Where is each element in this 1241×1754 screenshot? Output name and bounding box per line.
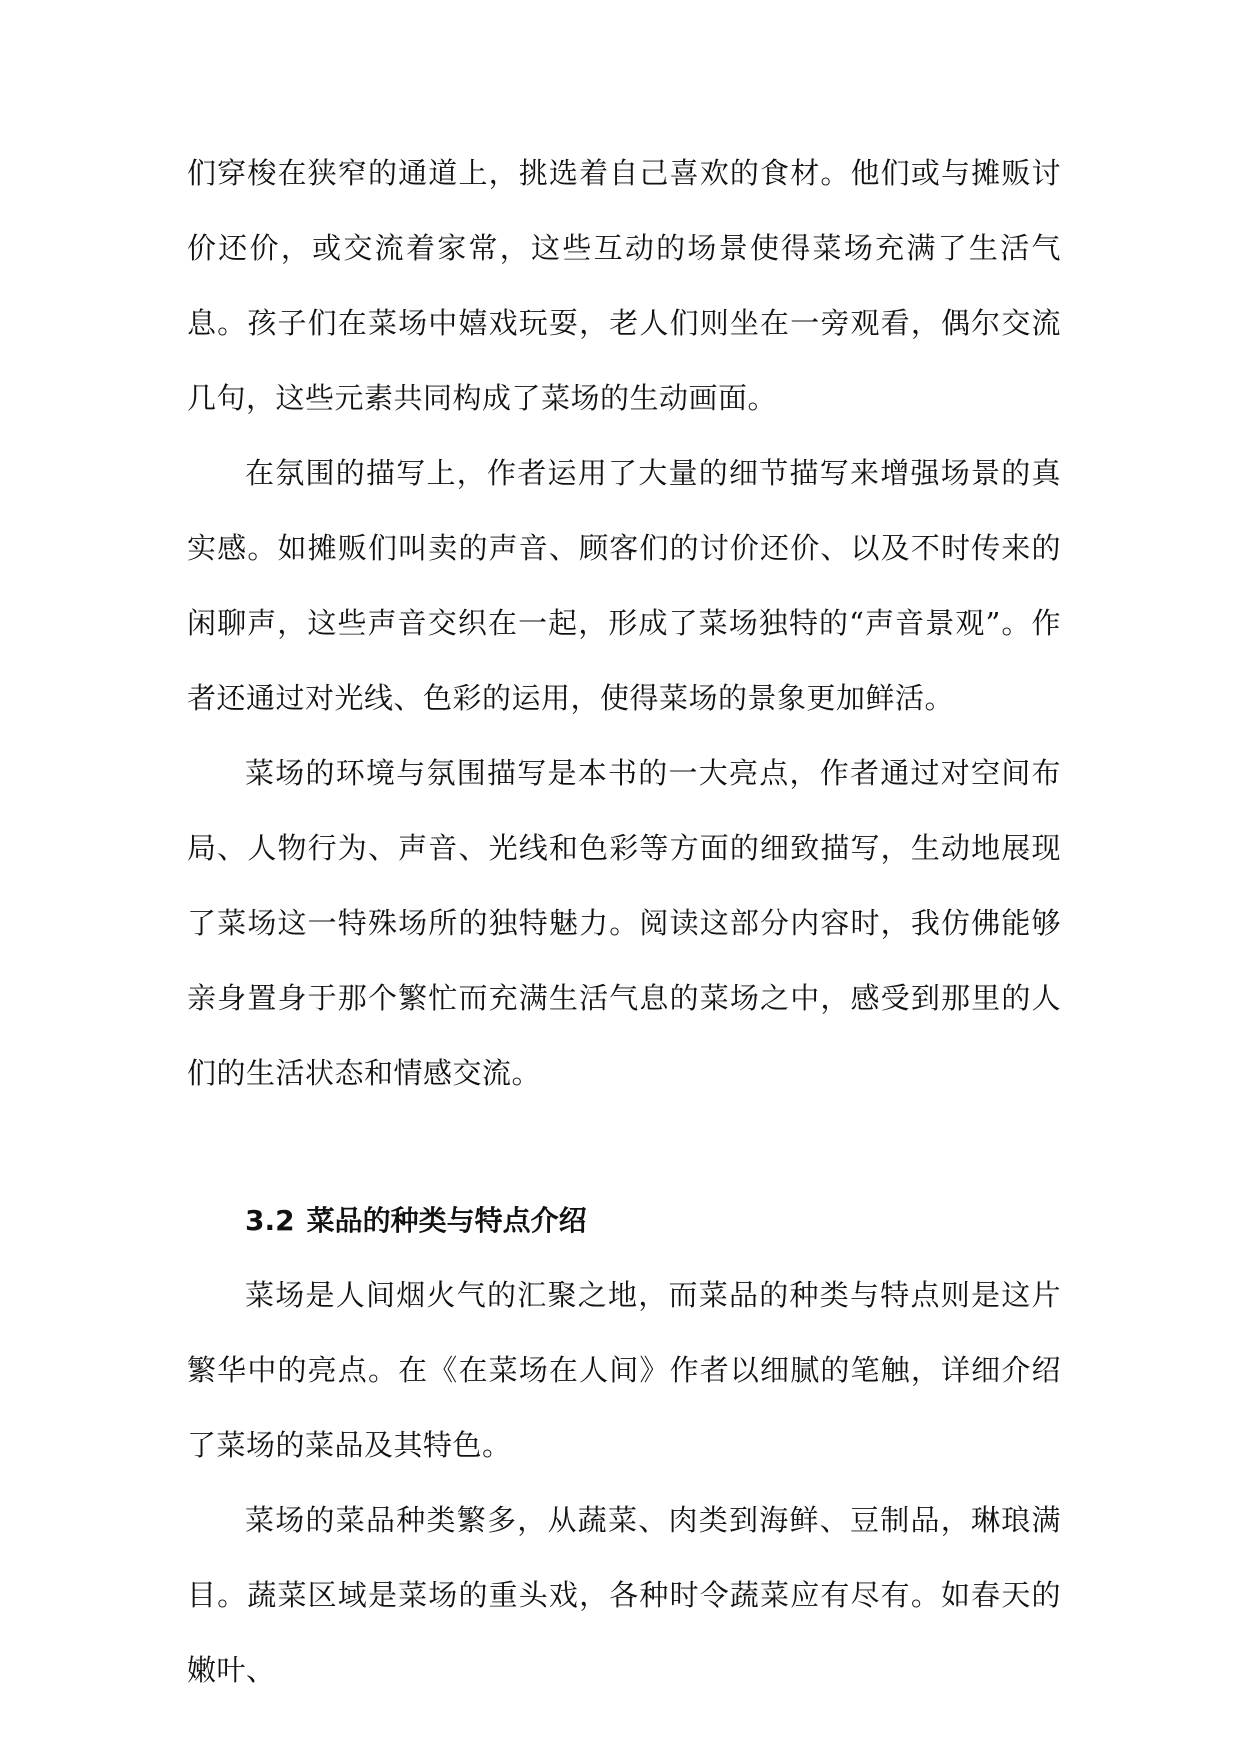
- paragraph-environment-summary: 菜场的环境与氛围描写是本书的一大亮点，作者通过对空间布局、人物行为、声音、光线和色彩等方面的细致描写，生动地展现了菜场这一特殊场所的独特魅力。阅读这部分内容时，我仿佛能够亲身置身于那个繁忙而充满生活气息的菜场之中，感受到那里的人们的生活状态和情感交流。: [187, 756, 1061, 1090]
- paragraph-dish-variety: 菜场的菜品种类繁多，从蔬菜、肉类到海鲜、豆制品，琳琅满目。蔬菜区域是菜场的重头戏，各种时令蔬菜应有尽有。如春天的嫩叶、: [187, 1503, 1061, 1687]
- section-heading: [187, 1111, 1061, 1258]
- paragraph-atmosphere: 在氛围的描写上，作者运用了大量的细节描写来增强场景的真实感。如摊贩们叫卖的声音、顾客们的讨价还价、以及不时传来的闲聊声，这些声音交织在一起，形成了菜场独特的“声音景观”。作者还通过对光线、色彩的运用，使得菜场的景象更加鲜活。: [187, 456, 1061, 715]
- section-title: 菜品的种类与特点介绍: [306, 1204, 587, 1237]
- paragraph-dish-intro: 菜场是人间烟火气的汇聚之地，而菜品的种类与特点则是这片繁华中的亮点。在《在菜场在人间》作者以细腻的笔触，详细介绍了菜场的菜品及其特色。: [187, 1278, 1061, 1462]
- paragraph-continuation: 们穿梭在狭窄的通道上，挑选着自己喜欢的食材。他们或与摊贩讨价还价，或交流着家常，这些互动的场景使得菜场充满了生活气息。孩子们在菜场中嬉戏玩耍，老人们则坐在一旁观看，偶尔交流几句，这些元素共同构成了菜场的生动画面。: [187, 156, 1061, 415]
- document-body: [187, 136, 1061, 1708]
- section-number: 3.2: [245, 1204, 295, 1237]
